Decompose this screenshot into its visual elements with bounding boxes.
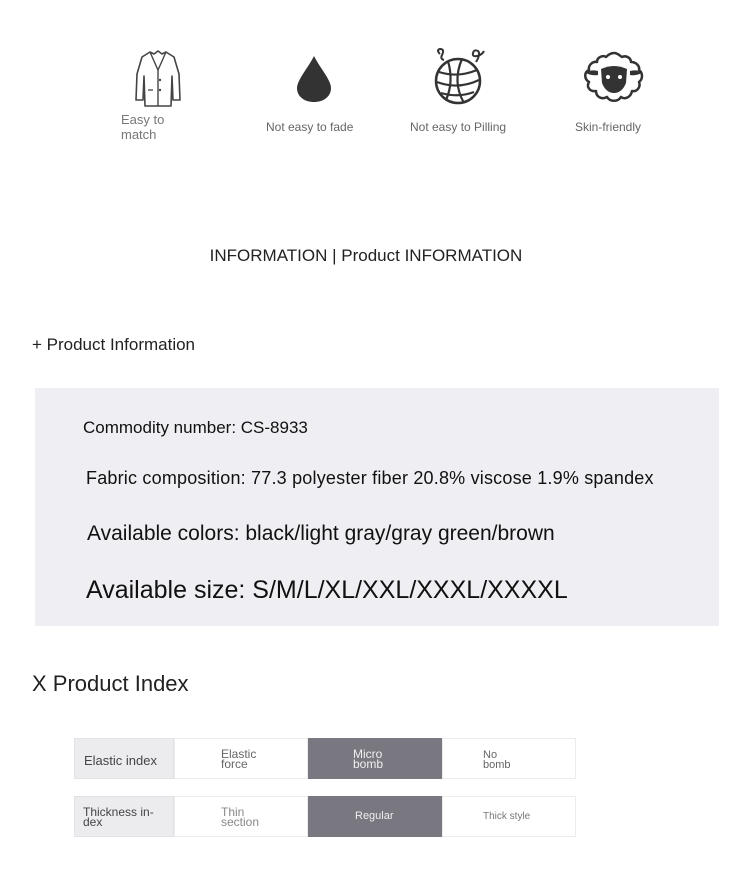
fabric-composition: Fabric composition: 77.3 polyester fiber 20.8% viscose 1.9% spandex	[86, 468, 654, 488]
index-option: Thin section	[221, 805, 260, 829]
index-option: No bomb	[483, 749, 511, 771]
coat-icon	[132, 48, 184, 113]
index-option: Elastic force	[221, 747, 257, 771]
index-name-cell	[74, 796, 174, 837]
index-option-cell-selected	[308, 796, 442, 837]
feature-label: Not easy to Pilling	[410, 120, 507, 134]
product-info-panel	[35, 388, 719, 626]
index-name: Thickness in-dex	[83, 805, 154, 829]
thickness-index-row	[74, 796, 576, 837]
index-name-cell	[74, 738, 174, 779]
section-heading: INFORMATION | Product INFORMATION	[209, 246, 523, 265]
elastic-index-row	[74, 738, 576, 779]
available-sizes: Available size: S/M/L/XL/XXL/XXXL/XXXXL	[86, 576, 568, 604]
index-option: Regular	[355, 810, 394, 822]
index-option: Thick style	[483, 811, 531, 822]
drop-icon	[294, 54, 334, 109]
index-option: Micro bomb	[353, 747, 384, 771]
feature-not-easy-to-pilling	[404, 46, 516, 142]
available-colors: Available colors: black/light gray/gray green/brown	[87, 522, 555, 545]
commodity-number: Commodity number: CS-8933	[83, 418, 308, 437]
yarn-ball-icon	[432, 48, 488, 113]
feature-not-easy-to-fade	[258, 52, 362, 142]
index-option-cell	[174, 738, 308, 779]
index-option-cell	[174, 796, 308, 837]
sheep-icon	[578, 49, 650, 112]
index-option-cell	[442, 738, 576, 779]
index-name: Elastic index	[84, 753, 157, 768]
index-option-cell	[442, 796, 576, 837]
feature-label: Skin-friendly	[575, 120, 642, 134]
feature-skin-friendly	[568, 46, 664, 142]
index-option-cell-selected	[308, 738, 442, 779]
product-index-heading: X Product Index	[32, 671, 189, 696]
feature-easy-to-match	[118, 46, 198, 146]
feature-label: Not easy to fade	[266, 120, 354, 134]
product-info-heading: + Product Information	[32, 335, 196, 354]
feature-label: Easy to match	[121, 112, 165, 142]
